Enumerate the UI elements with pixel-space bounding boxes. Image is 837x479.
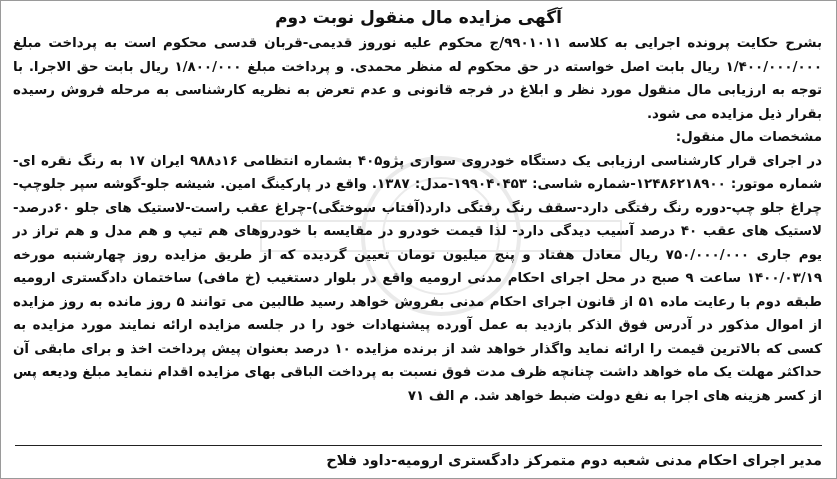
notice-body [13,32,822,408]
signature-line: مدیر اجرای احکام مدنی شعبه دوم متمرکز دادگستری ارومیه-داود فلاح [326,453,822,469]
specs-heading: مشخصات مال منقول: [675,130,822,145]
specs-paragraph: در اجرای قرار کارشناسی ارزیابی یک دستگاه خودروی سواری پژو۴۰۵ بشماره انتظامی ۱۶د۹۸۸ ایران ۱۷ به رنگ نقره ای-شماره موتور: ۱۲۴۸۶۲۱۸۹۰۰-شماره شاسی: ۱۹۹۰۴۰۴۵۳-مدل: ۱۳۸۷. واقع در پارکینگ امین. شیشه جلو-گوشه سپر جلوچپ-چراغ جلو چپ-دوره رنگ رفتگی دارد-سقف رنگ رفتگی دارد(آفتاب سوختگی)-چراغ عقب راست-لاستیک های جلو ۶۰درصد-لاستیک های عقب ۴۰ درصد آسیب دیدگی دارد- لذا قیمت خودرو در مقایسه با خودروهای هم تیپ و هم مدل و هم تراز در یوم جاری ۷۵۰/۰۰۰/۰۰۰ ریال معادل هفتاد و پنج میلیون تومان تعیین گردیده که از طریق مزایده روز چهارشنبه مورخه ۱۴۰۰/۰۳/۱۹ ساعت ۹ صبح در محل اجرای احکام مدنی ارومیه واقع در بلوار دستغیب (خ مافی) ساختمان دادگستری ارومیه طبقه دوم با رعایت ماده ۵۱ از قانون اجرای احکام مدنی بفروش خواهد رسید طالبین می توانند ۵ روز مانده به روز مزایده از اموال مذکور در آدرس فوق الذکر بازدید به عمل آورده پیشنهادات خود را در جلسه مزایده ارائه نمایند مورد مزایده به کسی که بالاترین قیمت را ارائه نماید واگذار خواهد شد از برنده مزایده ۱۰ درصد بعنوان پیش پرداخت اخذ و برای مابقی آن حداکثر مهلت یک ماه خواهد داشت چنانچه ظرف مدت فوق نسبت به پرداخت الباقی بهای مزایده اقدام ننماید مبلغ ودیعه پس از کسر هزینه های اجرا به نفع دولت ضبط خواهد شد. م الف ۷۱ [13,153,822,404]
notice-title: آگهی مزایده مال منقول نوبت دوم [275,8,562,28]
signature-divider [15,445,822,446]
intro-paragraph: بشرح حکایت پرونده اجرایی به کلاسه ۹۹۰۱۰۱۱/ج محکوم علیه نوروز قدیمی-قربان قدسی محکوم است به پرداخت مبلغ ۱/۴۰۰/۰۰۰/۰۰۰ ریال بابت اصل خواسته در حق محکوم له منظر محمدی. و پرداخت مبلغ ۱/۸۰۰/۰۰۰ ریال بابت حق الاجرا. با توجه به ارزیابی مال منقول مورد نظر و ابلاغ در فرجه قانونی و عدم تعرض به نظریه کارشناسی به مرحله فروش رسیده بقرار ذیل مزایده می شود. [13,36,823,122]
